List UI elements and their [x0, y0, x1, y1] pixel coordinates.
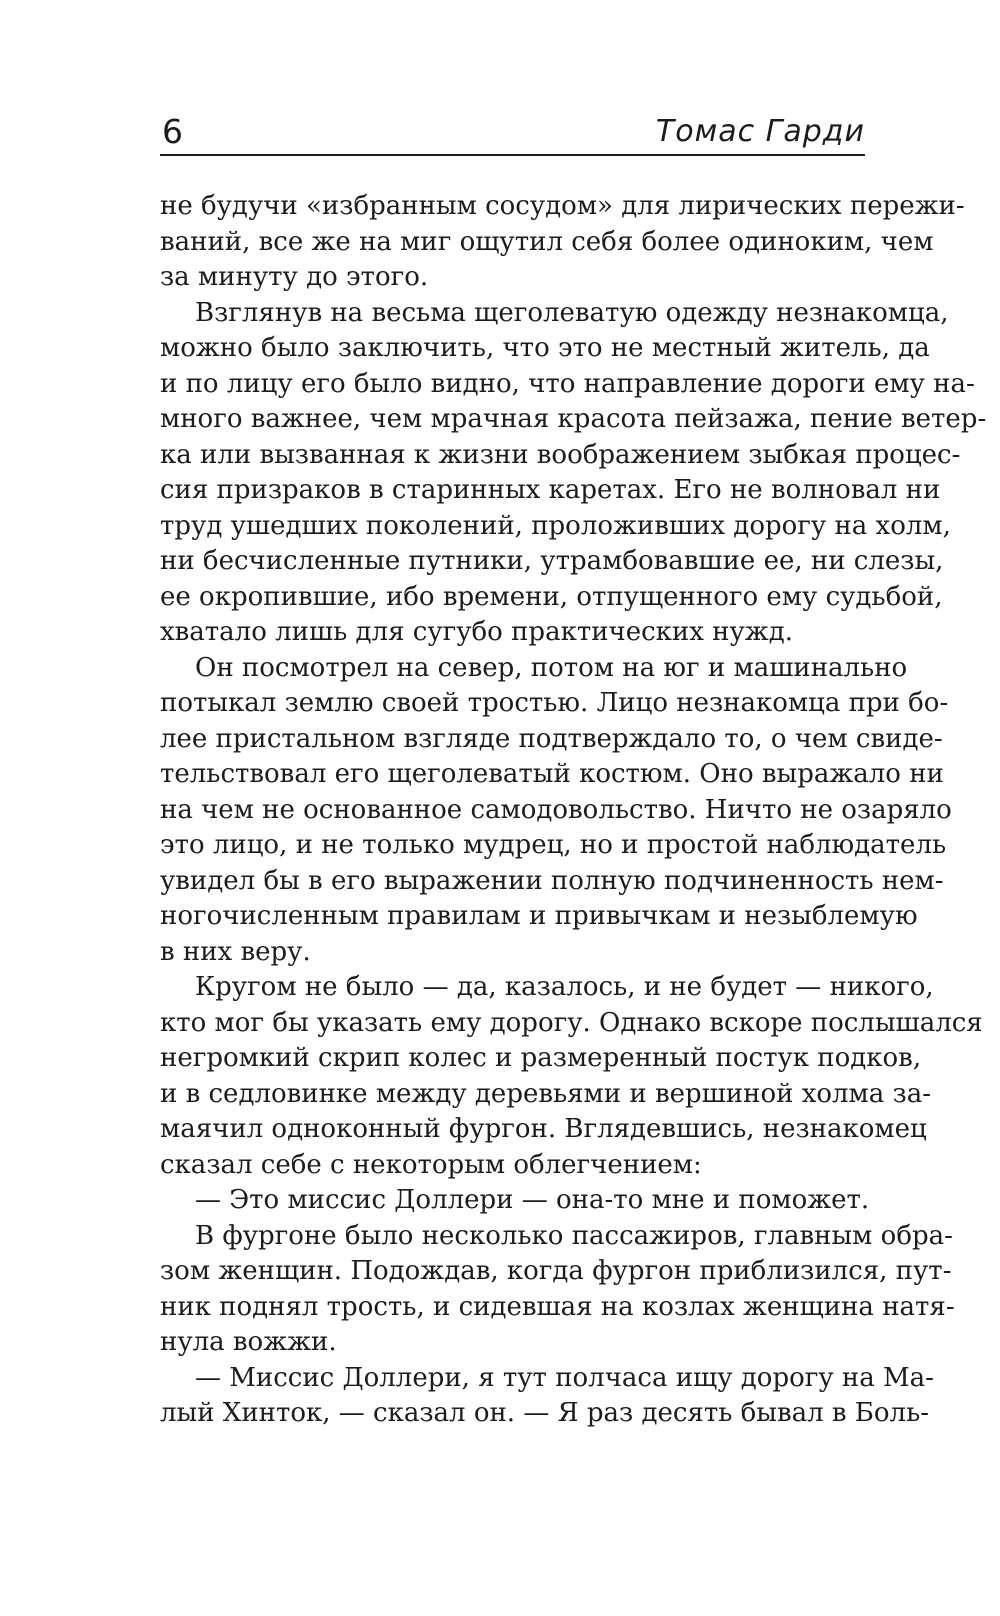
paragraph-4 — [160, 970, 983, 1183]
text-line: потыкал землю своей тростью. Лицо незнакомца при бо- — [160, 688, 949, 718]
text-line: ни бесчисленные путники, утрамбовавшие ее, ни слезы, — [160, 546, 944, 576]
text-line: тельствовал его щеголеватый костюм. Оно выражало ни — [160, 759, 944, 789]
text-line: ник поднял трость, и сидевшая на козлах женщина натя- — [160, 1291, 955, 1322]
text-line: нула вожжи. — [160, 1327, 337, 1357]
dialogue-line: — Это миссис Доллери — она-то мне и поможет. — [195, 1185, 870, 1215]
dialogue-line: — Миссис Доллери, я тут полчаса ищу дорогу на Ма- — [195, 1362, 934, 1393]
text-line: сказал себе с некоторым облегчением: — [160, 1149, 702, 1180]
text-line: лый Хинток, — сказал он. — Я раз десять бывал в Боль- — [160, 1398, 930, 1428]
running-head — [160, 110, 865, 156]
text-line: это лицо, и не только мудрец, но и простой наблюдатель — [160, 830, 947, 860]
paragraph-5 — [160, 1183, 870, 1219]
text-line: труд ушедших поколений, проложивших дорогу на холм, — [160, 510, 951, 541]
text-line: увидел бы в его выражении полную подчиненность нем- — [160, 865, 944, 896]
paragraph-1 — [160, 189, 965, 296]
text-line: не будучи «избранным сосудом» для лирических пережи- — [160, 191, 965, 221]
text-line: хватало лишь для сугубо практических нужд. — [160, 617, 794, 647]
text-line: и по лицу его было видно, что направление дороги ему на- — [160, 368, 975, 399]
text-line: негромкий скрип колес и размеренный постук подков, — [160, 1043, 922, 1073]
paragraph-3 — [160, 651, 952, 971]
body-text — [160, 189, 987, 1432]
text-line: В фургоне было несколько пассажиров, главным обра- — [195, 1220, 953, 1251]
text-line: сия призраков в старинных каретах. Его не волновал ни — [160, 475, 941, 505]
text-line: маячил одноконный фургон. Вглядевшись, незнакомец — [160, 1114, 927, 1144]
text-line: ее окропившие, ибо времени, отпущенного ему судьбой, — [160, 581, 943, 612]
text-line: за минуту до этого. — [160, 262, 429, 292]
paragraph-2 — [160, 296, 987, 651]
text-line: лее пристальном взгляде подтверждало то, о чем свиде- — [160, 723, 943, 754]
text-line: ваний, все же на миг ощутил себя более одиноким, чем — [160, 226, 934, 257]
text-line: Кругом не было — да, казалось, и не будет — никого, — [195, 972, 934, 1002]
text-line: в них веру. — [160, 936, 311, 967]
text-line: Взглянув на весьма щеголеватую одежду незнакомца, — [195, 297, 949, 328]
text-line: много важнее, чем мрачная красота пейзажа, пение ветер- — [160, 404, 987, 434]
text-line: ногочисленным правилам и привычкам и незыблемую — [160, 901, 918, 931]
text-line: можно было заключить, что это не местный житель, да — [160, 333, 930, 363]
paragraph-6 — [160, 1219, 955, 1361]
text-line: зом женщин. Подождав, когда фургон приблизился, пут- — [160, 1256, 952, 1286]
text-line: на чем не основанное самодовольство. Ничто не озаряло — [160, 794, 952, 825]
text-line: кто мог бы указать ему дорогу. Однако вскоре послышался — [160, 1007, 983, 1038]
text-line: ка или вызванная к жизни воображением зыбкая процес- — [160, 439, 961, 470]
text-line: и в седловинке между деревьями и вершиной холма за- — [160, 1078, 931, 1109]
text-line: Он посмотрел на север, потом на юг и машинально — [195, 652, 908, 683]
running-head-author: Томас Гарди — [655, 114, 865, 149]
paragraph-7 — [160, 1361, 934, 1432]
page-number: 6 — [162, 112, 183, 151]
